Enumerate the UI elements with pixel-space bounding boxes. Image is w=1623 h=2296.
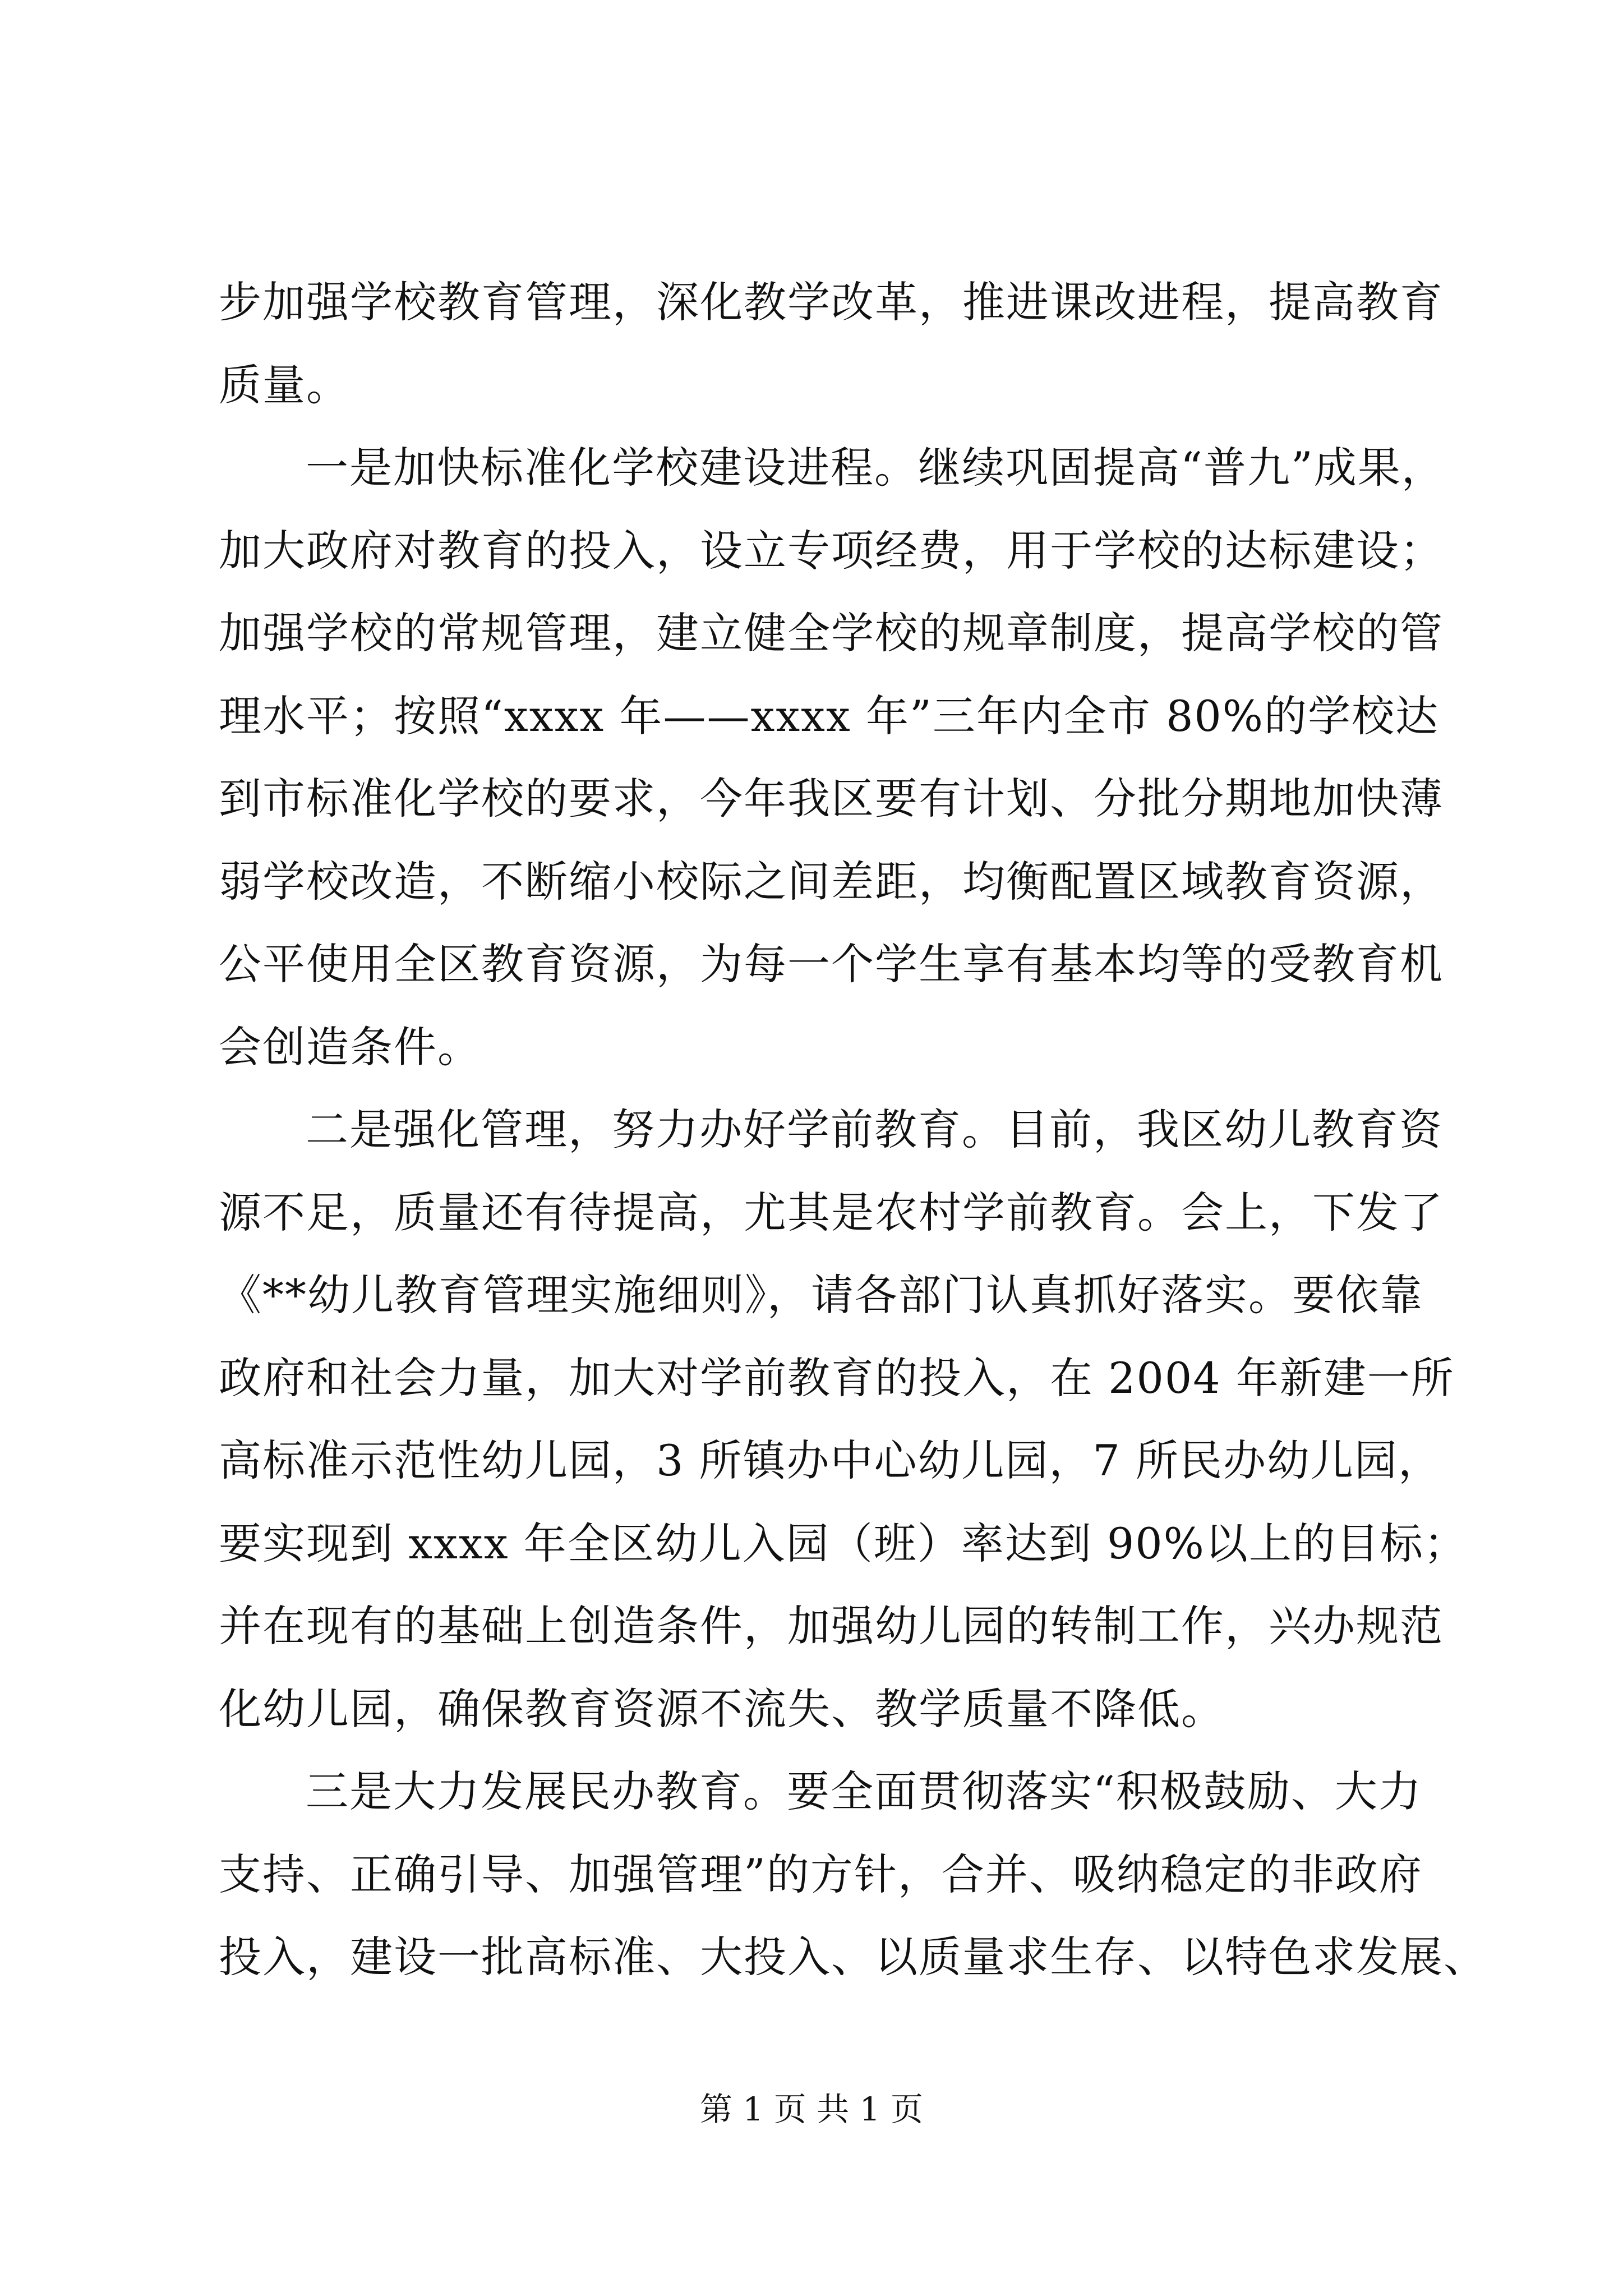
text-line: 加大政府对教育的投入，设立专项经费，用于学校的达标建设； bbox=[219, 525, 1444, 576]
text-line: 公平使用全区教育资源，为每一个学生享有基本均等的受教育机 bbox=[219, 939, 1444, 989]
document-body bbox=[219, 261, 1487, 1999]
paragraph-start-line: 二是强化管理，努力办好学前教育。目前，我区幼儿教育资 bbox=[306, 1105, 1443, 1154]
text-line: 高标准示范性幼儿园，3 所镇办中心幼儿园，7 所民办幼儿园， bbox=[219, 1435, 1442, 1485]
paragraph-start-line: 三是大力发展民办教育。要全面贯彻落实“积极鼓励、大力 bbox=[306, 1766, 1422, 1816]
text-line: 源不足，质量还有待提高，尤其是农村学前教育。会上，下发了 bbox=[219, 1187, 1444, 1237]
text-line: 会创造条件。 bbox=[219, 1022, 481, 1072]
text-line: 步加强学校教育管理，深化教学改革，推进课改进程，提高教育 bbox=[219, 277, 1444, 327]
text-line: 投入，建设一批高标准、大投入、以质量求生存、以特色求发展、 bbox=[219, 1932, 1487, 1982]
text-line: 《**幼儿教育管理实施细则》，请各部门认真抓好落实。要依靠 bbox=[219, 1270, 1423, 1320]
text-line: 支持、正确引导、加强管理”的方针，合并、吸纳稳定的非政府 bbox=[219, 1849, 1423, 1899]
text-line: 到市标准化学校的要求，今年我区要有计划、分批分期地加快薄 bbox=[219, 774, 1444, 823]
text-line: 理水平；按照“xxxx 年——xxxx 年”三年内全市 80%的学校达 bbox=[219, 691, 1439, 741]
text-line: 弱学校改造，不断缩小校际之间差距，均衡配置区域教育资源， bbox=[219, 856, 1444, 907]
text-line: 政府和社会力量，加大对学前教育的投入，在 2004 年新建一所 bbox=[219, 1352, 1455, 1403]
paragraph-start-line: 一是加快标准化学校建设进程。继续巩固提高“普九”成果， bbox=[306, 443, 1445, 493]
page-footer: 第 1 页 共 1 页 bbox=[700, 2090, 923, 2128]
text-line: 并在现有的基础上创造条件，加强幼儿园的转制工作，兴办规范 bbox=[219, 1601, 1444, 1651]
text-line: 化幼儿园，确保教育资源不流失、教学质量不降低。 bbox=[219, 1683, 1225, 1734]
text-line: 加强学校的常规管理，建立健全学校的规章制度，提高学校的管 bbox=[219, 608, 1444, 658]
text-line: 要实现到 xxxx 年全区幼儿入园（班）率达到 90%以上的目标； bbox=[219, 1518, 1468, 1568]
text-line: 质量。 bbox=[219, 360, 350, 410]
